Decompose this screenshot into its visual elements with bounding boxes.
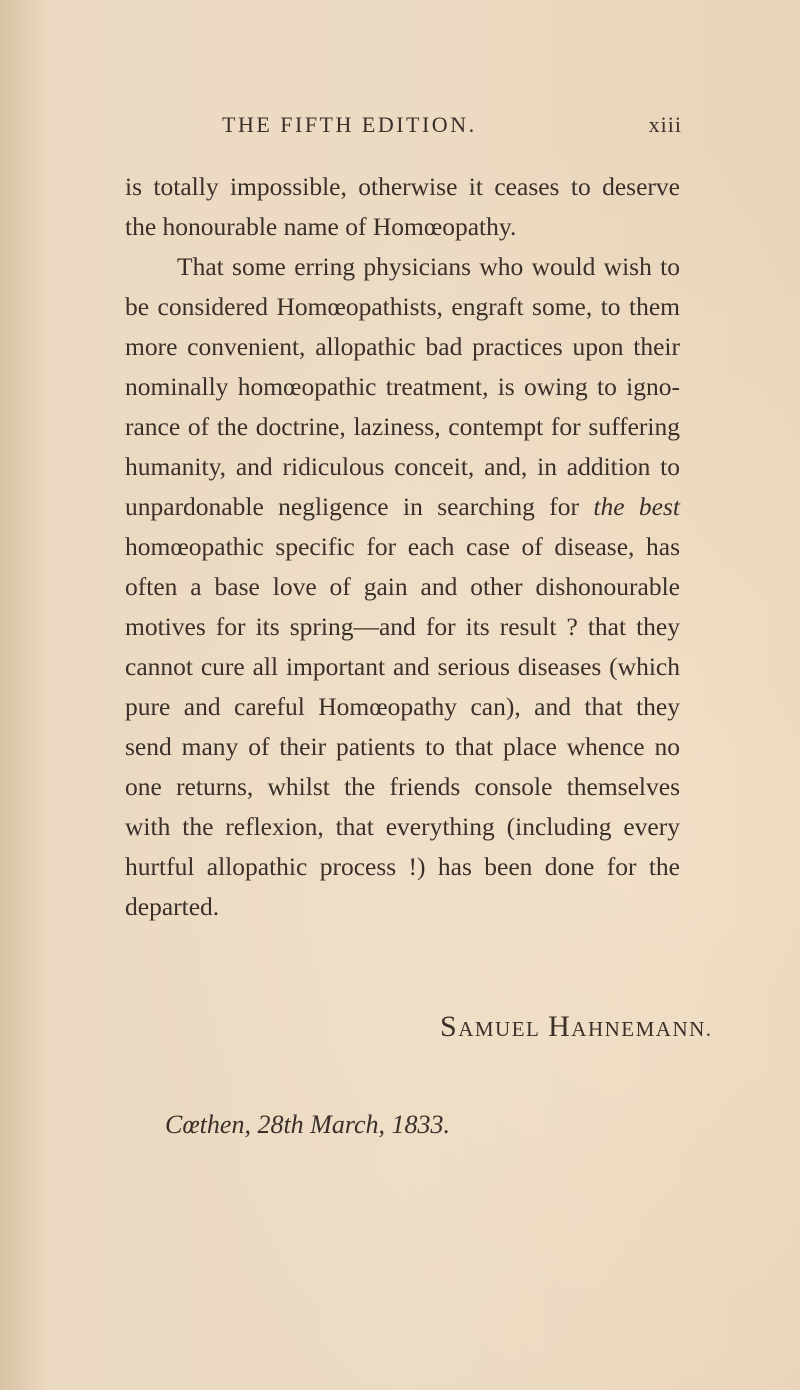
signature-part: AMUEL xyxy=(458,1017,541,1041)
text-line: rance of the doctrine, laziness, contempt for suffering xyxy=(125,412,680,441)
text-line: send many of their patients to that place whence no xyxy=(125,732,680,761)
text-line: departed. xyxy=(125,892,220,921)
text-line: pure and careful Homœopathy can), and that they xyxy=(125,692,680,721)
text-line: cannot cure all important and serious diseases (which xyxy=(125,652,680,681)
text-segment: unpardonable negligence in searching for xyxy=(125,492,594,521)
running-header-title: THE FIFTH EDITION. xyxy=(222,112,477,137)
text-line: hurtful allopathic process !) has been done for the xyxy=(125,852,680,881)
signature-part: S xyxy=(440,1010,459,1043)
text-line: That some erring physicians who would wish to xyxy=(177,252,680,281)
running-header xyxy=(222,112,682,146)
text-line: often a base love of gain and other dishonourable xyxy=(125,572,680,601)
signature-part: AHNEMANN. xyxy=(571,1017,713,1041)
text-line: be considered Homœopathists, engraft some, to them xyxy=(125,292,680,321)
text-line: with the reflexion, that everything (including every xyxy=(125,812,680,841)
text-line: more convenient, allopathic bad practices upon their xyxy=(125,332,680,361)
text-line: humanity, and ridiculous conceit, and, in addition to xyxy=(125,452,680,481)
signature-part: H xyxy=(548,1010,572,1043)
text-line: motives for its spring—and for its result ? that they xyxy=(125,612,680,641)
text-line: the honourable name of Homœopathy. xyxy=(125,212,517,241)
text-line-with-italic xyxy=(125,492,680,522)
page-number: xiii xyxy=(648,112,682,137)
text-line: homœopathic specific for each case of disease, has xyxy=(125,532,680,561)
place-and-date: Cœthen, 28th March, 1833. xyxy=(165,1110,451,1139)
italic-phrase: the best xyxy=(593,492,680,521)
text-line: is totally impossible, otherwise it ceases to deserve xyxy=(125,172,680,201)
text-line: one returns, whilst the friends console themselves xyxy=(125,772,680,801)
author-signature xyxy=(440,1010,713,1044)
text-line: nominally homœopathic treatment, is owing to igno- xyxy=(125,372,680,401)
